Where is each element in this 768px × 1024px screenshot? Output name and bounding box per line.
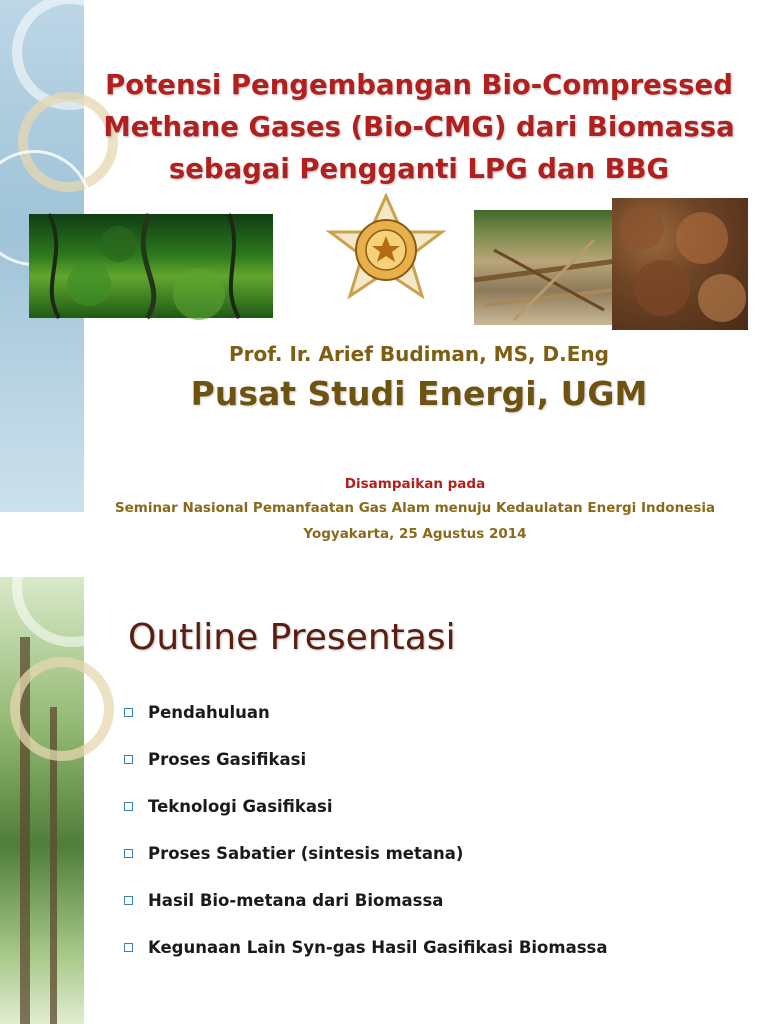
title-line: sebagai Pengganti LPG dan BBG — [168, 153, 670, 185]
list-item-label: Teknologi Gasifikasi — [148, 797, 333, 816]
list-item-label: Proses Gasifikasi — [148, 750, 307, 769]
list-item-label: Kegunaan Lain Syn-gas Hasil Gasifikasi Biomassa — [148, 938, 608, 957]
decorative-strip — [0, 577, 84, 1024]
presented-label: Disampaikan pada — [344, 476, 486, 492]
list-item — [124, 891, 608, 938]
organization-name: Pusat Studi Energi, UGM — [190, 374, 648, 413]
list-item — [124, 703, 608, 750]
palm-husk-photo — [612, 198, 748, 330]
place-date: Yogyakarta, 25 Agustus 2014 — [303, 526, 527, 542]
wood-debris-photo — [474, 210, 624, 325]
list-item-label: Pendahuluan — [148, 703, 270, 722]
square-bullet-icon — [124, 802, 133, 811]
ugm-logo-icon — [322, 192, 450, 308]
square-bullet-icon — [124, 943, 133, 952]
list-item-label: Proses Sabatier (sintesis metana) — [148, 844, 464, 863]
list-item — [124, 797, 608, 844]
square-bullet-icon — [124, 755, 133, 764]
presentation-title — [84, 64, 754, 190]
list-item — [124, 938, 608, 985]
list-item — [124, 844, 608, 891]
outline-slide — [0, 577, 768, 1024]
forest-photo — [29, 214, 273, 318]
author-name: Prof. Ir. Arief Budiman, MS, D.Eng — [229, 342, 609, 366]
list-item — [124, 750, 608, 797]
square-bullet-icon — [124, 849, 133, 858]
list-item-label: Hasil Bio-metana dari Biomassa — [148, 891, 444, 910]
title-line: Potensi Pengembangan Bio-Compressed — [105, 69, 733, 101]
outline-title: Outline Presentasi — [128, 617, 456, 658]
square-bullet-icon — [124, 708, 133, 717]
ring-decoration — [12, 527, 132, 647]
title-line: Methane Gases (Bio-CMG) dari Biomassa — [103, 111, 735, 143]
ring-decoration — [10, 657, 114, 761]
seminar-name: Seminar Nasional Pemanfaatan Gas Alam menuju Kedaulatan Energi Indonesia — [114, 500, 716, 516]
outline-list — [124, 703, 608, 985]
square-bullet-icon — [124, 896, 133, 905]
